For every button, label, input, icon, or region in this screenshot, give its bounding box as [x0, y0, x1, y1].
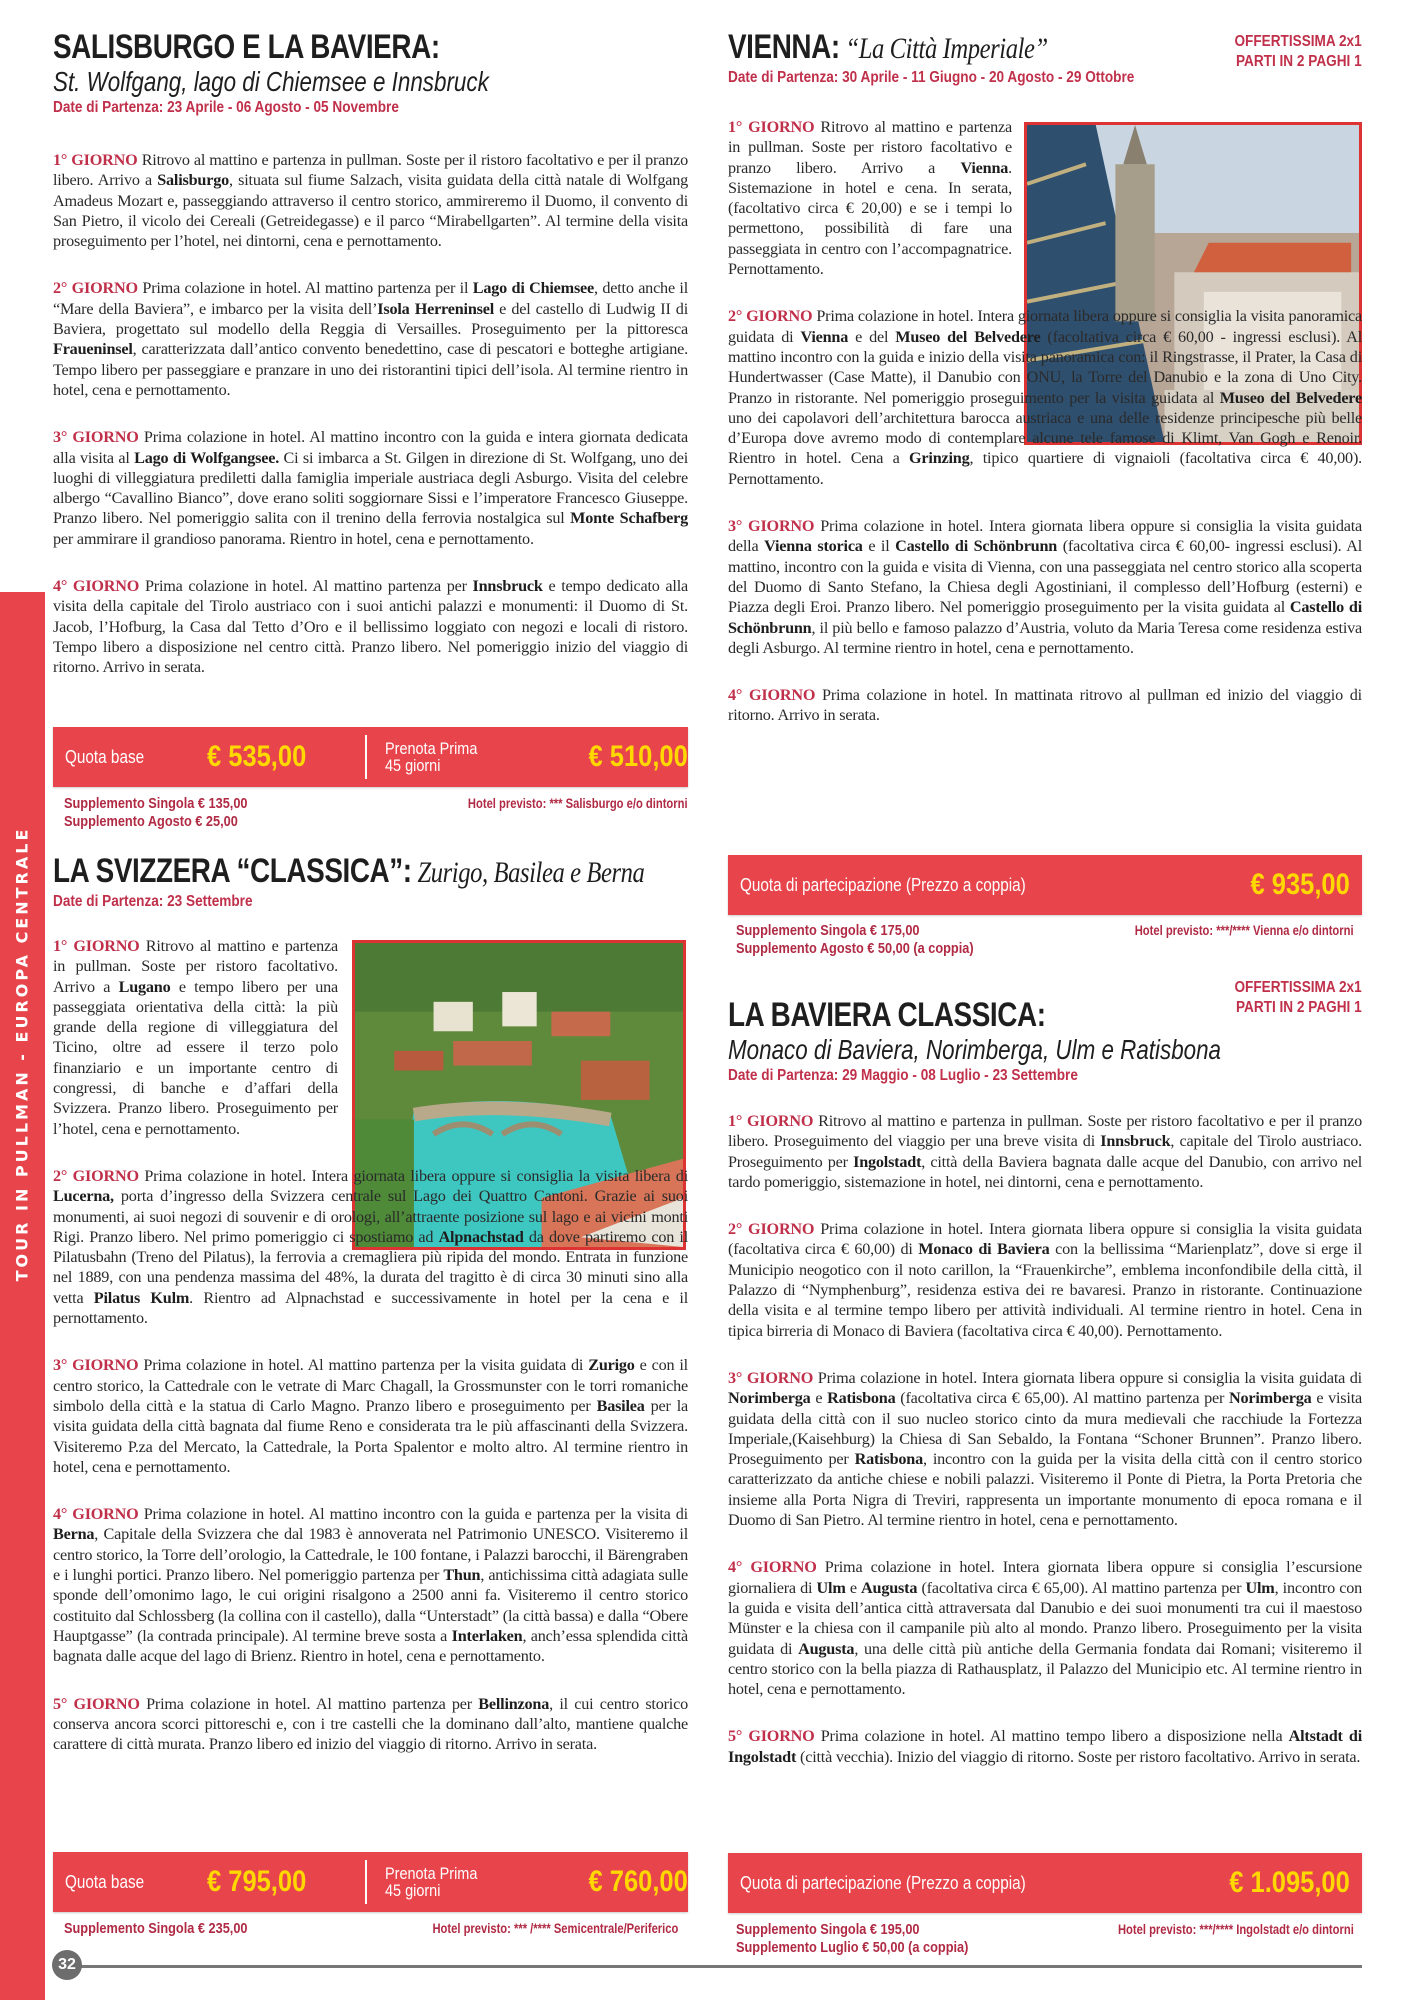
price-bar	[728, 855, 1362, 915]
day-label: 1° GIORNO	[53, 151, 138, 169]
tour-vienna	[728, 28, 1362, 88]
day-text: e	[845, 1578, 862, 1597]
day-text: , incontro con la guida per la visita della città con il centro storico caratterizzato da antiche chiese e nobili palazzi. Visiteremo il Ponte di Pietra, la Porta Pretoria che insieme alla Porta Nigra di Treviri, rappresenta un importante monumento di epoca romana e il Duomo di San Pietro. Al termine rientro in hotel, cena e pernottamento.	[728, 1450, 1363, 1530]
hotel-info: Hotel previsto: *** /**** Semicentrale/Periferico	[432, 1920, 678, 1936]
itinerary-day	[53, 1166, 688, 1328]
place-name: Lago di Wolfgangsee.	[134, 448, 280, 467]
page-number: 32	[52, 1950, 82, 1980]
day-text: Prima colazione in hotel. Intera giornata libera oppure si consiglia la visita panoramica guidata di	[728, 307, 1362, 346]
offer-badge	[1235, 978, 1362, 1018]
price-bar	[53, 727, 688, 787]
price-amount: € 1.095,00	[1229, 1866, 1350, 1899]
day-text: e tempo libero per una passeggiata orientativa della città: la più grande della regione di villeggiatura del Ticino, oltre ad essere il terzo polo finanziario e un importante centro di congressi, di banche e d’affari della Svizzera. Pranzo libero. Proseguimento per l’hotel, cena e pernottamento.	[53, 977, 338, 1138]
place-name: Alpnachstad	[438, 1227, 524, 1246]
price-early: € 510,00	[588, 740, 688, 773]
itinerary-day	[53, 1355, 688, 1477]
day-text: Prima colazione in hotel. Al mattino incontro con la guida e partenza per la visita di	[143, 1505, 688, 1524]
place-name: Vienna storica	[764, 537, 863, 556]
departure-dates: Date di Partenza: 30 Aprile - 11 Giugno - 20 Agosto - 29 Ottobre	[728, 69, 1135, 86]
place-name: Grinzing	[909, 449, 970, 468]
price-base-label: Quota base	[65, 746, 145, 767]
tour-salisburgo	[53, 28, 688, 118]
day-text: , il cui centro storico conserva ancora scorci pittoreschi e, con i tre castelli che la dominano dall’alto, mantiene qualche carattere di città murata. Pranzo libero ed inizio del viaggio di ritorno. Arrivo in serata.	[53, 1694, 688, 1754]
day-text: , incontro con la guida e visita dell’antica città attraversata dal Danubio e dei suoi monumenti tra cui il maestoso Münster e la chiesa con il campanile più alto al mondo. Pranzo libero. Proseguimento per la visita guidata di	[728, 1578, 1362, 1658]
itinerary-vienna	[728, 117, 1362, 726]
itinerary-day	[728, 1111, 1362, 1192]
day-text: Prima colazione in hotel. Al mattino incontro con la guida e intera giornata dedicata alla visita al	[53, 428, 688, 467]
day-text: Ritrovo al mattino e partenza in pullman. Soste per ristoro facoltativo. Arrivo a	[53, 937, 338, 996]
day-text: Prima colazione in hotel. In mattinata ritrovo al pullman ed inizio del viaggio di ritorno. Arrivo in serata.	[728, 686, 1362, 725]
place-name: Innsbruck	[1100, 1132, 1171, 1151]
place-name: Berna	[53, 1525, 95, 1544]
footer-divider	[70, 1965, 1362, 1968]
supplement-item: Supplemento Agosto € 25,00	[64, 813, 238, 830]
price-divider	[365, 1860, 367, 1904]
itinerary-day	[53, 427, 688, 549]
day-text: , antichissima città adagiata sulle sponde dell’omonimo lago, le cui origini risalgono a 2500 anni fa. Visiteremo il centro storico costituito dal Schlossberg (la collina con il castello), dalla “Unterstadt” (la città bassa) e dalla “Obere Hauptgasse” (la contrada principale). Al termine breve sosta a	[53, 1566, 688, 1645]
tour-subtitle: St. Wolfgang, lago di Chiemsee e Innsbruck	[53, 66, 489, 97]
departure-dates: Date di Partenza: 29 Maggio - 08 Luglio - 23 Settembre	[728, 1067, 1078, 1084]
day-text: , anch’essa splendida città bagnata dalle acque del lago di Brienz. Rientro in hotel, cena e pernottamento.	[53, 1626, 688, 1666]
itinerary-baviera	[728, 1111, 1362, 1767]
hotel-info: Hotel previsto: ***/**** Vienna e/o dintorni	[1135, 922, 1354, 938]
day-text: . Sistemazione in hotel e cena. In serata, (facoltativo circa € 20,00) e se i tempi lo permettono, possibilità di fare una passeggiata in centro con l’accompagnatrice. Pernottamento.	[728, 158, 1012, 279]
day-text: Ci si imbarca a St. Gilgen in direzione di St. Wolfgang, uno dei luoghi di villeggiatura prediletti dalla famiglia imperiale austriaca degli Asburgo. Visita del celebre albergo “Cavallino Bianco”, dove erano soliti soggiornare Sissi e l’imperatore Francesco Giuseppe. Pranzo libero. Nel pomeriggio salita con il trenino della ferrovia nostalgica sul	[53, 448, 689, 528]
supplement-item: Supplemento Singola € 195,00	[736, 1921, 920, 1938]
place-name: Ratisbona	[827, 1389, 896, 1408]
place-name: Vienna	[960, 158, 1009, 177]
day-text: Prima colazione in hotel. Al mattino tempo libero a disposizione nella	[820, 1727, 1289, 1746]
place-name: Vienna	[800, 327, 849, 346]
day-text: , città della Baviera bagnata dalle acque del Danubio, con arrivo nel tardo pomeriggio, sistemazione in hotel, nei dintorni, cena e pernottamento.	[728, 1152, 1362, 1191]
day-label: 4° GIORNO	[53, 1505, 139, 1524]
day-text: , situata sul fiume Salzach, visita guidata della città natale di Wolfgang Amadeus Mozart e, passeggiando attraverso il centro storico, ammireremo il Duomo, il convento di San Pietro, il vicolo dei Cereali (Getreidegasse) e il parco “Mirabellgarten”. Al termine della visita proseguimento per l’hotel, nei dintorni, cena e pernottamento.	[53, 171, 688, 251]
itinerary-svizzera	[53, 936, 688, 1754]
itinerary-day	[53, 1694, 688, 1755]
place-name: Lugano	[118, 977, 171, 996]
place-name: Basilea	[596, 1396, 645, 1415]
price-label: Quota di partecipazione (Prezzo a coppia)	[740, 1872, 1026, 1893]
price-base: € 795,00	[207, 1865, 307, 1898]
place-name: Norimberga	[1229, 1389, 1312, 1408]
day-label: 3° GIORNO	[53, 428, 139, 447]
itinerary-day	[728, 1219, 1362, 1341]
itinerary-day	[728, 306, 1362, 489]
itinerary-day	[53, 936, 338, 1139]
place-name: Augusta	[798, 1639, 855, 1658]
place-name: Innsbruck	[472, 577, 543, 596]
tour-subtitle: Zurigo, Basilea e Berna	[411, 856, 645, 889]
place-name: Lucerna,	[53, 1187, 114, 1206]
hotel-info: Hotel previsto: *** Salisburgo e/o dintorni	[468, 795, 688, 811]
tour-title: LA BAVIERA CLASSICA:	[728, 996, 1046, 1034]
day-text: , caratterizzata dall’antico convento benedettino, case di pescatori e botteghe artigiane. Tempo libero per passeggiare e pranzare in uno dei ristorantini tipici dell’isola. Al termine rientro in hotel, cena e pernottamento.	[53, 340, 688, 399]
day-text: (facoltativa circa € 65,00). Al mattino partenza per	[895, 1389, 1230, 1408]
tour-title	[728, 28, 1248, 68]
day-text: Prima colazione in hotel. Al mattino partenza per il	[142, 279, 473, 298]
day-text: , Capitale della Svizzera che dal 1983 è annoverata nel Patrimonio UNESCO. Visiteremo il centro storico, la Torre dell’orologio, la Cattedrale, le 100 fontane, i Palazzi barocchi, il Bärengraben e i lunghi portici. Pranzo libero. Nel pomeriggio partenza per	[53, 1525, 688, 1585]
day-text: , capitale del Tirolo austriaco. Proseguimento per	[728, 1132, 1362, 1171]
offer-line-1: OFFERTISSIMA 2x1	[1234, 979, 1362, 996]
day-text: e del castello di Ludwig II di Baviera, progettato sul modello della Reggia di Versailles. Proseguimento per la pittoresca	[53, 299, 688, 339]
place-name: Monaco di Baviera	[918, 1240, 1050, 1259]
hotel-info: Hotel previsto: ***/**** Ingolstadt e/o dintorni	[1118, 1921, 1354, 1937]
day-label: 1° GIORNO	[728, 1112, 814, 1130]
supplement-item: Supplemento Singola € 175,00	[736, 922, 920, 939]
supplements	[64, 795, 248, 831]
place-name: Interlaken	[451, 1626, 523, 1645]
itinerary-day	[53, 576, 688, 677]
day-label: 2° GIORNO	[53, 1166, 139, 1185]
day-text: per ammirare il grandioso panorama. Rientro in hotel, cena e pernottamento.	[53, 529, 534, 548]
section-sidebar	[0, 592, 45, 2000]
day-text: da dove partiremo con il Pilatusbahn (Treno del Pilatus), la ferrovia a cremagliera più ripida del mondo. Entrata in funzione nel 1889, con una pendenza massima del 48%, la durata del tragitto è di circa 30 minuti sino alla vetta	[53, 1227, 688, 1307]
place-name: Salisburgo	[157, 171, 230, 190]
day-label: 2° GIORNO	[728, 1220, 815, 1239]
day-label: 3° GIORNO	[53, 1356, 139, 1375]
day-text: uno dei capolavori dell’architettura barocca austriaca e una delle residenze principesche più belle d’Europa dove avremo modo di contemplare alcune tele famose di Klimt, Van Gogh e Renoir. Rientro in hotel. Cena a	[728, 408, 1362, 468]
supplement-item: Supplemento Singola € 135,00	[64, 795, 248, 812]
day-text: e tempo dedicato alla visita della capitale del Tirolo austriaco con i suoi antichi palazzi e monumenti: il Duomo di St. Jacob, l’Hofburg, la Casa dal Tetto d’Oro e il bellissimo loggiato con negozi e locali di ristoro. Tempo libero a disposizione nel centro città. Pranzo libero. Nel pomeriggio inizio del viaggio di ritorno. Arrivo in serata.	[53, 577, 688, 677]
place-name: Ingolstadt	[853, 1152, 922, 1171]
day-text: Prima colazione in hotel. Al mattino partenza per la visita guidata di	[143, 1356, 589, 1375]
early-booking-line-2: 45 giorni	[385, 756, 441, 775]
price-base-label: Quota base	[65, 1871, 145, 1892]
day-label: 1° GIORNO	[728, 118, 815, 136]
day-text: . Rientro ad Alpnachstad e successivamente in hotel per la cena e il pernottamento.	[53, 1288, 688, 1328]
place-name: Fraueninsel	[53, 340, 133, 359]
day-label: 3° GIORNO	[728, 1368, 814, 1387]
day-text: Ritrovo al mattino e partenza in pullman. Soste per ristoro facoltativo e pranzo libero. Arrivo a	[728, 118, 1012, 177]
price-label: Quota di partecipazione (Prezzo a coppia)	[740, 874, 1026, 895]
day-label: 2° GIORNO	[728, 307, 813, 326]
day-text: e	[810, 1389, 828, 1408]
day-label: 4° GIORNO	[728, 1558, 817, 1577]
day-text: e visita guidata della città con il suo nucleo storico cinto da mura medievali che racchiude la Fortezza Imperiale,(Kaisehburg) la Chiesa di San Sebaldo, la Fontana “Schoner Brunnen”. Pranzo libero. Proseguimento per	[728, 1389, 1362, 1469]
early-booking-label	[385, 740, 513, 774]
day-label: 1° GIORNO	[53, 937, 140, 955]
day-label: 3° GIORNO	[728, 517, 815, 536]
place-name: Zurigo	[588, 1356, 635, 1375]
price-divider	[365, 735, 367, 779]
day-text: , il più bello e famoso palazzo d’Austria, voluto da Maria Teresa come residenza estiva degli Asburgo. Al termine rientro in hotel, cena e pernottamento.	[728, 618, 1362, 657]
supplement-item: Supplemento Agosto € 50,00 (a coppia)	[736, 940, 974, 957]
day-label: 2° GIORNO	[53, 279, 138, 298]
place-name: Pilatus Kulm	[93, 1288, 190, 1307]
day-text: porta d’ingresso della Svizzera centrale sul Lago dei Quattro Cantoni. Grazie ai suoi monumenti, ai suoi negozi di souvenir e di orologi, all’attraente posizione sul lago e ai vicini monti Rigi. Pranzo libero. Nel primo pomeriggio ci spostiamo ad	[53, 1187, 688, 1246]
place-name: Norimberga	[728, 1389, 811, 1408]
departure-dates: Date di Partenza: 23 Aprile - 06 Agosto - 05 Novembre	[53, 99, 399, 116]
day-text: e il	[862, 537, 896, 556]
day-text: Ritrovo al mattino e partenza in pullman. Soste per ristoro facoltativo e per il pranzo libero. Proseguimento del viaggio per una breve visita di	[728, 1112, 1362, 1151]
itinerary-day	[728, 117, 1012, 279]
tour-svizzera	[53, 852, 688, 912]
itinerary-day	[728, 1368, 1362, 1530]
place-name: Ratisbona	[854, 1450, 923, 1469]
tour-title-main: LA SVIZZERA “CLASSICA”:	[53, 852, 412, 890]
place-name: Monte Schafberg	[570, 509, 688, 528]
price-amount: € 935,00	[1250, 868, 1350, 901]
price-early: € 760,00	[588, 1865, 688, 1898]
day-text: (facoltativa circa € 65,00). Al mattino partenza per	[917, 1578, 1246, 1597]
place-name: Castello di Schönbrunn	[728, 598, 1362, 637]
tour-subtitle: “La Città Imperiale”	[839, 32, 1048, 65]
day-text: Prima colazione in hotel. Intera giornata libera oppure si consiglia l’escursione giornaliera di	[728, 1558, 1362, 1597]
supplements	[64, 1920, 248, 1938]
offer-line-2: PARTI IN 2 PAGHI 1	[1236, 53, 1362, 70]
tour-baviera	[728, 978, 1362, 1086]
day-text: (facoltativa circa € 60,00- ingressi esclusi). Al mattino, incontro con la guida e visita di Vienna, con una passeggiata nel centro storico alla scoperta del Duomo di Santo Stefano, la Chiesa degli Agostiniani, il complesso dell’Hofburg (esterni) e Piazza degli Eroi. Pranzo libero. Nel pomeriggio proseguimento per la visita guidata al	[728, 537, 1362, 617]
day-text: , tipico quartiere di vignaioli (facoltativa circa € 40,00). Pernottamento.	[728, 449, 1362, 488]
offer-badge	[1235, 32, 1362, 72]
place-name: Augusta	[861, 1578, 918, 1597]
day-text: Prima colazione in hotel. Al mattino partenza per	[146, 1694, 479, 1713]
place-name: Ulm	[816, 1578, 846, 1597]
departure-dates: Date di Partenza: 23 Settembre	[53, 893, 253, 910]
tour-title	[53, 852, 645, 892]
tour-title: SALISBURGO E LA BAVIERA:	[53, 28, 440, 66]
itinerary-day	[53, 278, 688, 400]
early-booking-line-2: 45 giorni	[385, 1881, 441, 1900]
supplement-item: Supplemento Singola € 235,00	[64, 1920, 248, 1937]
day-text: Prima colazione in hotel. Al mattino partenza per	[144, 577, 473, 596]
day-text: Ritrovo al mattino e partenza in pullman. Soste per il ristoro facoltativo e per il pranzo libero. Arrivo a	[53, 151, 688, 190]
place-name: Museo del Belvedere	[1219, 388, 1362, 407]
itinerary-day	[728, 1557, 1362, 1699]
day-text: Prima colazione in hotel. Intera giornata libera oppure si consiglia la visita guidata (facoltativa circa € 60,00) di	[728, 1220, 1362, 1259]
tour-subtitle: Monaco di Baviera, Norimberga, Ulm e Ratisbona	[728, 1034, 1222, 1065]
tour-title-main: VIENNA:	[728, 28, 840, 66]
itinerary-day	[53, 1504, 688, 1666]
itinerary-day	[728, 516, 1362, 658]
day-text: , detto anche il “Mare della Baviera”, e imbarco per la visita dell’	[53, 279, 688, 318]
day-text: , una delle città più antiche della Germania fondata dai Romani; visiteremo il centro storico con la bella piazza di Rathausplatz, il Palazzo del Municipio etc. Al termine rientro in hotel, cena e pernottamento.	[728, 1639, 1362, 1699]
day-text: (città vecchia). Inizio del viaggio di ritorno. Soste per ristoro facoltativo. Arrivo in serata.	[796, 1747, 1361, 1766]
early-booking-line-1: Prenota Prima	[385, 1864, 478, 1883]
day-text: Prima colazione in hotel. Intera giornata libera oppure si consiglia la visita libera di	[144, 1166, 688, 1185]
supplements	[736, 922, 974, 958]
early-booking-line-1: Prenota Prima	[385, 739, 478, 758]
day-text: per la visita guidata della città bagnata dal fiume Reno e considerata tra le più affascinanti della Svizzera. Visiteremo P.za del Mercato, la Cattedrale, la Porta Spalentor e molto altro. Al termine rientro in hotel, cena e pernottamento.	[53, 1396, 689, 1476]
day-text: Prima colazione in hotel. Intera giornata libera oppure si consiglia la visita guidata della	[728, 517, 1362, 556]
price-base: € 535,00	[207, 740, 307, 773]
section-sidebar-label: TOUR IN PULLMAN - EUROPA CENTRALE	[12, 826, 32, 1282]
itinerary-day	[53, 150, 688, 251]
supplements	[736, 1921, 968, 1957]
offer-line-1: OFFERTISSIMA 2x1	[1234, 33, 1362, 50]
early-booking-label	[385, 1865, 513, 1899]
place-name: Castello di Schönbrunn	[895, 537, 1058, 556]
day-label: 4° GIORNO	[728, 686, 816, 705]
place-name: Museo del Belvedere	[895, 327, 1041, 346]
day-label: 5° GIORNO	[728, 1727, 815, 1746]
day-text: e del	[848, 327, 896, 346]
place-name: Thun	[443, 1566, 481, 1585]
itinerary-day	[728, 685, 1362, 726]
itinerary-day	[728, 1726, 1362, 1767]
place-name: Isola Herreninsel	[377, 299, 495, 318]
supplement-item: Supplemento Luglio € 50,00 (a coppia)	[736, 1939, 969, 1956]
price-bar	[53, 1852, 688, 1912]
place-name: Ulm	[1245, 1578, 1275, 1597]
offer-line-2: PARTI IN 2 PAGHI 1	[1236, 999, 1362, 1016]
price-bar	[728, 1853, 1362, 1913]
day-label: 5° GIORNO	[53, 1694, 140, 1713]
place-name: Altstadt di Ingolstadt	[728, 1727, 1362, 1766]
place-name: Bellinzona	[478, 1694, 550, 1713]
place-name: Lago di Chiemsee	[472, 279, 595, 298]
day-text: con la bellissima “Marienplatz”, dove si erge il Municipio neogotico con il noto carillon, la “Frauenkirche”, emblema inconfondibile della città, il Palazzo di “Nymphenburg”, residenza estiva dei re bavaresi. Pranzo in ristorante. Continuazione della visita e al termine tempo libero per attività individuali. Al termine rientro in hotel. Cena in tipica birreria di Monaco di Baviera (facoltativa circa € 40,00). Pernottamento.	[728, 1240, 1363, 1340]
itinerary-salisburgo	[53, 150, 688, 678]
day-text: (facoltativa circa € 60,00 - ingressi esclusi). Al mattino incontro con la guida e inizio della visita panoramica con: il Ringstrasse, il Prater, la Casa di Hundertwasser (Case Matte), il Danubio con ONU, la Torre del Danubio e la zona di Uno City. Pranzo in ristorante. Nel pomeriggio proseguimento per la visita guidata al	[728, 327, 1362, 407]
day-text: Prima colazione in hotel. Intera giornata libera oppure si consiglia la visita guidata di	[817, 1368, 1362, 1387]
day-label: 4° GIORNO	[53, 577, 140, 596]
day-text: e con il centro storico, la Cattedrale con le vetrate di Marc Chagall, la Grossmunster con le torri romaniche simbolo della città e la statua di Carlo Magno. Pranzo libero e proseguimento per	[53, 1356, 688, 1415]
